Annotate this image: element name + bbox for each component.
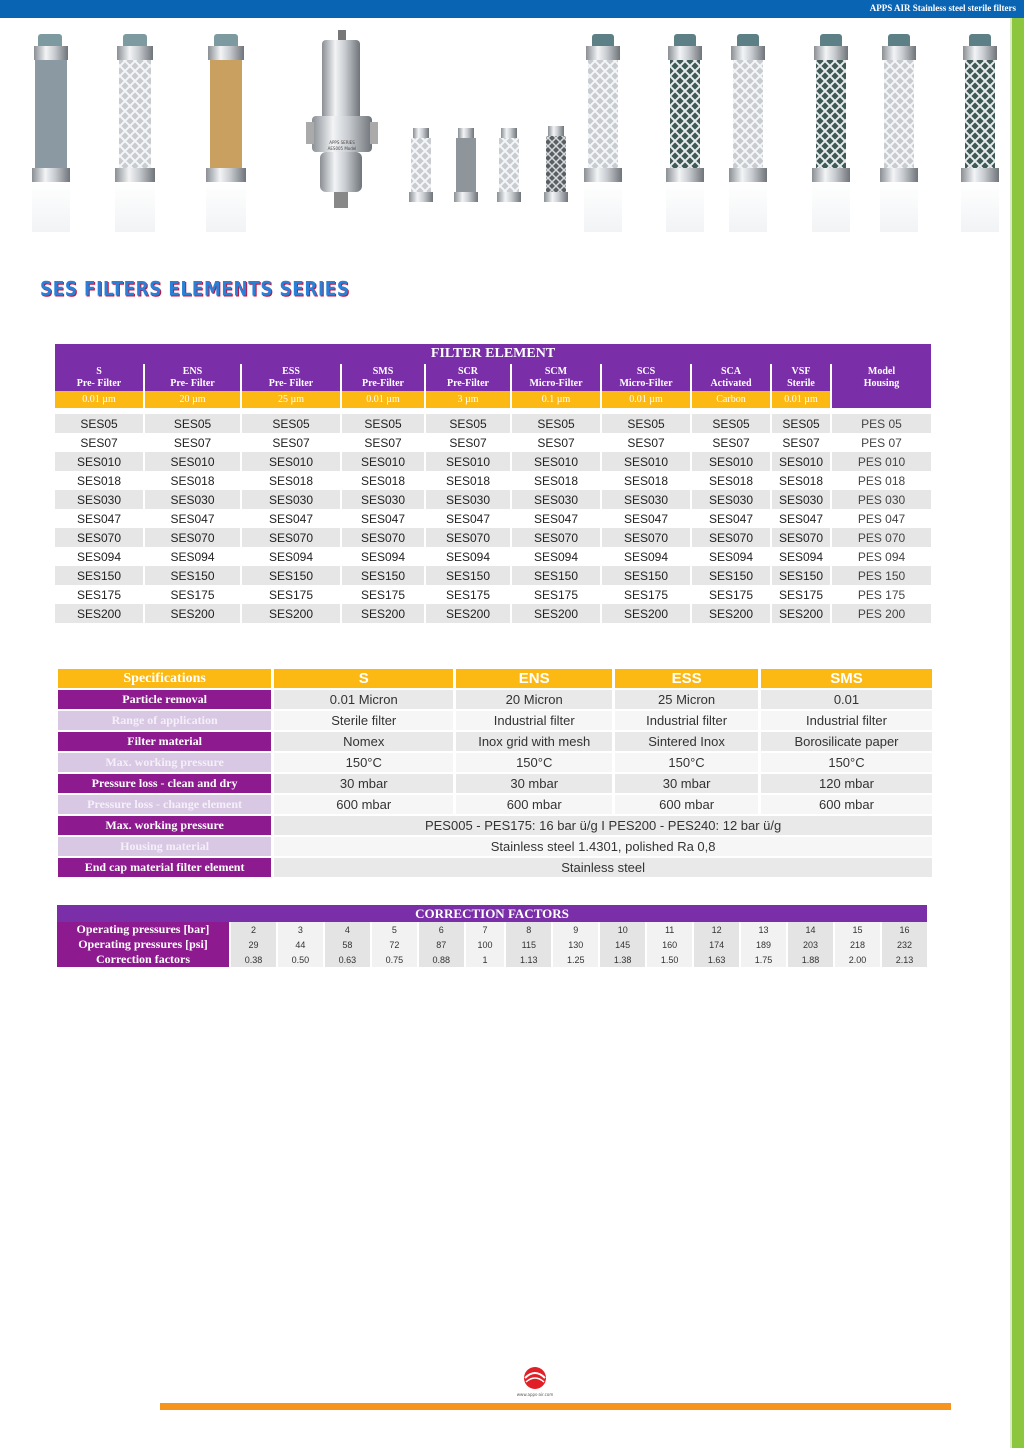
element-code-cell: SES200 (55, 604, 143, 623)
element-code-cell: SES018 (512, 471, 600, 490)
filter-small-3 (497, 128, 521, 202)
correction-value: 1.50 (647, 952, 692, 967)
correction-value: 1.25 (553, 952, 598, 967)
company-logo (515, 1364, 555, 1398)
filter-grey (32, 34, 70, 232)
table-row (55, 566, 931, 585)
element-code-cell: SES018 (692, 471, 770, 490)
model-header-line: Model (867, 366, 896, 377)
header-title: APPS AIR Stainless steel sterile filters (869, 3, 1016, 13)
spec-row (58, 858, 932, 877)
model-housing-cell: PES 018 (832, 471, 931, 490)
correction-value: 2 (231, 922, 276, 937)
model-housing-cell: PES 05 (832, 414, 931, 433)
element-code-cell: SES07 (242, 433, 340, 452)
column-type: Pre- Filter (76, 377, 122, 389)
element-code-cell: SES010 (426, 452, 510, 471)
element-code-cell: SES018 (772, 471, 830, 490)
spec-row (58, 795, 932, 814)
column-type: Activated (710, 377, 752, 389)
correction-value: 3 (278, 922, 323, 937)
element-code-cell: SES07 (145, 433, 240, 452)
element-code-cell: SES018 (242, 471, 340, 490)
element-code-cell: SES010 (145, 452, 240, 471)
svg-text:AES005 Model: AES005 Model (327, 146, 357, 151)
element-code-cell: SES030 (145, 490, 240, 509)
filter-element-title: FILTER ELEMENT (55, 344, 931, 364)
column-code: SCA (720, 365, 741, 377)
correction-value: 9 (553, 922, 598, 937)
model-housing-cell: PES 175 (832, 585, 931, 604)
spec-value: 120 mbar (761, 774, 932, 793)
element-code-cell: SES150 (145, 566, 240, 585)
product-banner-image (20, 26, 1005, 238)
correction-value: 2.00 (835, 952, 880, 967)
element-code-cell: SES094 (692, 547, 770, 566)
correction-value: 100 (466, 937, 505, 952)
element-code-cell: SES018 (426, 471, 510, 490)
spec-label: Pressure loss - clean and dry (58, 774, 271, 793)
table-row (55, 585, 931, 604)
element-code-cell: SES070 (602, 528, 690, 547)
model-housing-cell: PES 030 (832, 490, 931, 509)
element-code-cell: SES150 (692, 566, 770, 585)
correction-row (57, 952, 927, 967)
element-code-cell: SES05 (692, 414, 770, 433)
element-code-cell: SES175 (55, 585, 143, 604)
correction-value: 145 (600, 937, 645, 952)
series-title: SES FILTERS ELEMENTS SERIES (40, 278, 350, 301)
element-code-cell: SES070 (692, 528, 770, 547)
filter-sintered (206, 34, 246, 232)
element-code-cell: SES030 (342, 490, 424, 509)
element-code-cell: SES047 (242, 509, 340, 528)
correction-value: 0.75 (372, 952, 417, 967)
element-code-cell: SES05 (772, 414, 830, 433)
correction-value: 130 (553, 937, 598, 952)
column-rating-s: 0.01 µm (55, 391, 143, 408)
element-code-cell: SES05 (512, 414, 600, 433)
housing-header-line: Housing (863, 378, 900, 389)
element-code-cell: SES010 (55, 452, 143, 471)
element-code-cell: SES010 (512, 452, 600, 471)
element-code-cell: SES200 (512, 604, 600, 623)
element-code-cell: SES018 (145, 471, 240, 490)
table-row (55, 490, 931, 509)
spec-value: 600 mbar (761, 795, 932, 814)
element-code-cell: SES094 (242, 547, 340, 566)
element-code-cell: SES070 (242, 528, 340, 547)
element-code-cell: SES070 (772, 528, 830, 547)
column-rating-scs: 0.01 µm (602, 391, 690, 408)
table-row (55, 547, 931, 566)
correction-value: 203 (788, 937, 833, 952)
element-code-cell: SES07 (692, 433, 770, 452)
spec-span-value: Stainless steel (274, 858, 932, 877)
correction-value: 115 (506, 937, 551, 952)
element-code-cell: SES175 (772, 585, 830, 604)
element-code-cell: SES05 (242, 414, 340, 433)
correction-value: 1.38 (600, 952, 645, 967)
element-code-cell: SES030 (512, 490, 600, 509)
element-code-cell: SES05 (342, 414, 424, 433)
column-rating-sms: 0.01 µm (342, 391, 424, 408)
element-code-cell: SES030 (242, 490, 340, 509)
element-code-cell: SES030 (426, 490, 510, 509)
column-code: SCM (544, 365, 568, 377)
element-code-cell: SES030 (772, 490, 830, 509)
column-code: ENS (182, 365, 203, 377)
spec-label: End cap material filter element (58, 858, 271, 877)
spec-column-sms: SMS (761, 669, 932, 688)
column-header-scs (602, 364, 690, 391)
model-housing-cell: PES 150 (832, 566, 931, 585)
correction-value: 29 (231, 937, 276, 952)
element-code-cell: SES010 (772, 452, 830, 471)
column-type: Pre- Filter (268, 377, 314, 389)
spec-value: 30 mbar (615, 774, 758, 793)
column-header-sms (342, 364, 424, 391)
correction-value: 8 (506, 922, 551, 937)
filter-housing (306, 30, 378, 208)
correction-factors-table (55, 905, 929, 967)
filter-green-1 (666, 34, 704, 232)
filter-element-table (53, 344, 933, 623)
column-header-scr (426, 364, 510, 391)
svg-text:www.apps-air.com: www.apps-air.com (516, 1392, 554, 1397)
correction-value: 11 (647, 922, 692, 937)
correction-value: 1.88 (788, 952, 833, 967)
correction-value: 7 (466, 922, 505, 937)
correction-value: 10 (600, 922, 645, 937)
element-code-cell: SES200 (342, 604, 424, 623)
column-code: SCS (636, 365, 656, 377)
correction-value: 16 (882, 922, 927, 937)
correction-value: 4 (325, 922, 370, 937)
spec-row (58, 816, 932, 835)
column-rating-scr: 3 µm (426, 391, 510, 408)
correction-value: 58 (325, 937, 370, 952)
column-type: Pre- Filter (170, 377, 215, 389)
filter-mesh-3 (729, 34, 767, 232)
spec-value: 150°C (456, 753, 612, 772)
element-code-cell: SES094 (512, 547, 600, 566)
table-row (55, 414, 931, 433)
element-code-cell: SES175 (145, 585, 240, 604)
column-rating-sca: Carbon (692, 391, 770, 408)
filter-mesh-4 (880, 34, 918, 232)
spec-value: Industrial filter (761, 711, 932, 730)
spec-label: Pressure loss - change element (58, 795, 271, 814)
element-code-cell: SES175 (602, 585, 690, 604)
column-header-ens (145, 364, 240, 391)
element-code-cell: SES05 (145, 414, 240, 433)
element-code-cell: SES094 (55, 547, 143, 566)
element-code-cell: SES070 (512, 528, 600, 547)
filter-small-1 (409, 128, 433, 202)
column-header-scm (512, 364, 600, 391)
element-code-cell: SES047 (512, 509, 600, 528)
element-code-cell: SES175 (242, 585, 340, 604)
spec-value: Sintered Inox (615, 732, 758, 751)
element-code-cell: SES150 (242, 566, 340, 585)
spec-value: 150°C (274, 753, 453, 772)
spec-row (58, 774, 932, 793)
element-code-cell: SES047 (772, 509, 830, 528)
table-row (55, 604, 931, 623)
correction-value: 1.75 (741, 952, 786, 967)
correction-value: 14 (788, 922, 833, 937)
correction-value: 0.63 (325, 952, 370, 967)
filter-green-3 (961, 34, 999, 232)
spec-value: Sterile filter (274, 711, 453, 730)
element-code-cell: SES200 (692, 604, 770, 623)
element-code-cell: SES010 (242, 452, 340, 471)
spec-label: Housing material (58, 837, 271, 856)
spec-value: Borosilicate paper (761, 732, 932, 751)
filter-small-4 (544, 126, 568, 202)
element-code-cell: SES07 (602, 433, 690, 452)
correction-value: 174 (694, 937, 739, 952)
correction-value: 5 (372, 922, 417, 937)
correction-value: 1.63 (694, 952, 739, 967)
column-type: Micro-Filter (619, 377, 673, 389)
column-code: SMS (372, 365, 394, 377)
spec-value: 30 mbar (456, 774, 612, 793)
filter-small-2 (454, 128, 478, 202)
spec-value: 0.01 (761, 690, 932, 709)
correction-row (57, 937, 927, 952)
spec-value: Nomex (274, 732, 453, 751)
model-housing-cell: PES 07 (832, 433, 931, 452)
model-housing-cell: PES 094 (832, 547, 931, 566)
table-row (55, 433, 931, 452)
table-row (55, 471, 931, 490)
correction-value: 72 (372, 937, 417, 952)
element-code-cell: SES047 (426, 509, 510, 528)
table-row (55, 528, 931, 547)
spec-value: Industrial filter (615, 711, 758, 730)
element-code-cell: SES047 (602, 509, 690, 528)
column-rating-ens: 20 µm (145, 391, 240, 408)
element-code-cell: SES010 (602, 452, 690, 471)
element-code-cell: SES018 (342, 471, 424, 490)
filter-mesh-2 (584, 34, 622, 232)
correction-value: 1.13 (506, 952, 551, 967)
column-header-vsf (772, 364, 830, 391)
element-code-cell: SES05 (426, 414, 510, 433)
correction-value: 13 (741, 922, 786, 937)
element-code-cell: SES150 (772, 566, 830, 585)
correction-label: Correction factors (57, 952, 229, 967)
filter-green-2 (812, 34, 850, 232)
footer-line (160, 1403, 951, 1410)
specifications-table (55, 667, 935, 879)
column-type: Pre-Filter (446, 377, 489, 389)
element-code-cell: SES05 (602, 414, 690, 433)
element-code-cell: SES070 (145, 528, 240, 547)
element-code-cell: SES150 (55, 566, 143, 585)
element-code-cell: SES070 (342, 528, 424, 547)
spec-column-s: S (274, 669, 453, 688)
spec-label: Range of application (58, 711, 271, 730)
element-code-cell: SES094 (426, 547, 510, 566)
column-type: Pre-Filter (361, 377, 404, 389)
spec-span-value: PES005 - PES175: 16 bar ü/g I PES200 - PES240: 12 bar ü/g (274, 816, 932, 835)
element-code-cell: SES018 (602, 471, 690, 490)
correction-value: 2.13 (882, 952, 927, 967)
element-code-cell: SES047 (145, 509, 240, 528)
column-code: SCR (457, 365, 478, 377)
correction-value: 160 (647, 937, 692, 952)
column-type: Sterile (787, 377, 815, 389)
spec-value: 600 mbar (615, 795, 758, 814)
element-code-cell: SES200 (145, 604, 240, 623)
column-rating-scm: 0.1 µm (512, 391, 600, 408)
column-type: Micro-Filter (529, 377, 583, 389)
correction-factors-title: CORRECTION FACTORS (57, 905, 927, 922)
element-code-cell: SES07 (55, 433, 143, 452)
correction-value: 0.38 (231, 952, 276, 967)
spec-label: Filter material (58, 732, 271, 751)
element-code-cell: SES07 (772, 433, 830, 452)
spec-value: Industrial filter (456, 711, 612, 730)
correction-label: Operating pressures [psi] (57, 937, 229, 952)
element-code-cell: SES070 (55, 528, 143, 547)
column-rating-ess: 25 µm (242, 391, 340, 408)
spec-row (58, 732, 932, 751)
spec-row (58, 711, 932, 730)
spec-label: Particle removal (58, 690, 271, 709)
element-code-cell: SES094 (145, 547, 240, 566)
element-code-cell: SES070 (426, 528, 510, 547)
spec-value: 30 mbar (274, 774, 453, 793)
correction-value: 0.88 (419, 952, 464, 967)
element-code-cell: SES030 (692, 490, 770, 509)
element-code-cell: SES018 (55, 471, 143, 490)
correction-value: 232 (882, 937, 927, 952)
element-code-cell: SES150 (426, 566, 510, 585)
element-code-cell: SES175 (426, 585, 510, 604)
element-code-cell: SES030 (55, 490, 143, 509)
table-row (55, 452, 931, 471)
correction-value: 44 (278, 937, 323, 952)
element-code-cell: SES047 (55, 509, 143, 528)
filter-mesh (115, 34, 155, 232)
column-header-s (55, 364, 143, 391)
spec-value: 20 Micron (456, 690, 612, 709)
spec-row (58, 837, 932, 856)
element-code-cell: SES030 (602, 490, 690, 509)
element-code-cell: SES175 (692, 585, 770, 604)
spec-value: 600 mbar (456, 795, 612, 814)
spec-row (58, 690, 932, 709)
spec-value: 600 mbar (274, 795, 453, 814)
correction-value: 15 (835, 922, 880, 937)
element-code-cell: SES150 (602, 566, 690, 585)
svg-text:APPS SERIES: APPS SERIES (329, 140, 355, 145)
spec-span-value: Stainless steel 1.4301, polished Ra 0,8 (274, 837, 932, 856)
correction-value: 87 (419, 937, 464, 952)
element-code-cell: SES094 (342, 547, 424, 566)
correction-value: 1 (466, 952, 505, 967)
column-code: S (96, 365, 102, 377)
element-code-cell: SES200 (602, 604, 690, 623)
element-code-cell: SES047 (692, 509, 770, 528)
element-code-cell: SES010 (692, 452, 770, 471)
correction-value: 218 (835, 937, 880, 952)
model-housing-cell: PES 070 (832, 528, 931, 547)
model-housing-cell: PES 010 (832, 452, 931, 471)
column-header-model-housing (832, 364, 931, 408)
element-code-cell: SES150 (342, 566, 424, 585)
spec-row (58, 753, 932, 772)
column-header-ess (242, 364, 340, 391)
element-code-cell: SES05 (55, 414, 143, 433)
right-accent-bar (1012, 18, 1024, 1448)
element-code-cell: SES094 (772, 547, 830, 566)
table-row (55, 509, 931, 528)
correction-label: Operating pressures [bar] (57, 922, 229, 937)
element-code-cell: SES094 (602, 547, 690, 566)
spec-label: Max. working pressure (58, 753, 271, 772)
model-housing-cell: PES 047 (832, 509, 931, 528)
spec-value: 0.01 Micron (274, 690, 453, 709)
spec-value: Inox grid with mesh (456, 732, 612, 751)
element-code-cell: SES175 (342, 585, 424, 604)
spec-label: Max. working pressure (58, 816, 271, 835)
element-code-cell: SES200 (242, 604, 340, 623)
header-bar (0, 0, 1024, 18)
correction-value: 6 (419, 922, 464, 937)
column-rating-vsf: 0.01 µm (772, 391, 830, 408)
element-code-cell: SES200 (426, 604, 510, 623)
spec-value: 150°C (615, 753, 758, 772)
element-code-cell: SES047 (342, 509, 424, 528)
element-code-cell: SES150 (512, 566, 600, 585)
element-code-cell: SES07 (342, 433, 424, 452)
model-housing-cell: PES 200 (832, 604, 931, 623)
element-code-cell: SES07 (426, 433, 510, 452)
spec-column-ens: ENS (456, 669, 612, 688)
column-code: VSF (791, 365, 811, 377)
specifications-header: Specifications (58, 669, 271, 688)
spec-value: 25 Micron (615, 690, 758, 709)
column-code: ESS (282, 365, 300, 377)
column-header-sca (692, 364, 770, 391)
element-code-cell: SES010 (342, 452, 424, 471)
correction-value: 0.50 (278, 952, 323, 967)
element-code-cell: SES200 (772, 604, 830, 623)
element-code-cell: SES175 (512, 585, 600, 604)
element-code-cell: SES07 (512, 433, 600, 452)
correction-row (57, 922, 927, 937)
correction-value: 189 (741, 937, 786, 952)
spec-column-ess: ESS (615, 669, 758, 688)
correction-value: 12 (694, 922, 739, 937)
spec-value: 150°C (761, 753, 932, 772)
